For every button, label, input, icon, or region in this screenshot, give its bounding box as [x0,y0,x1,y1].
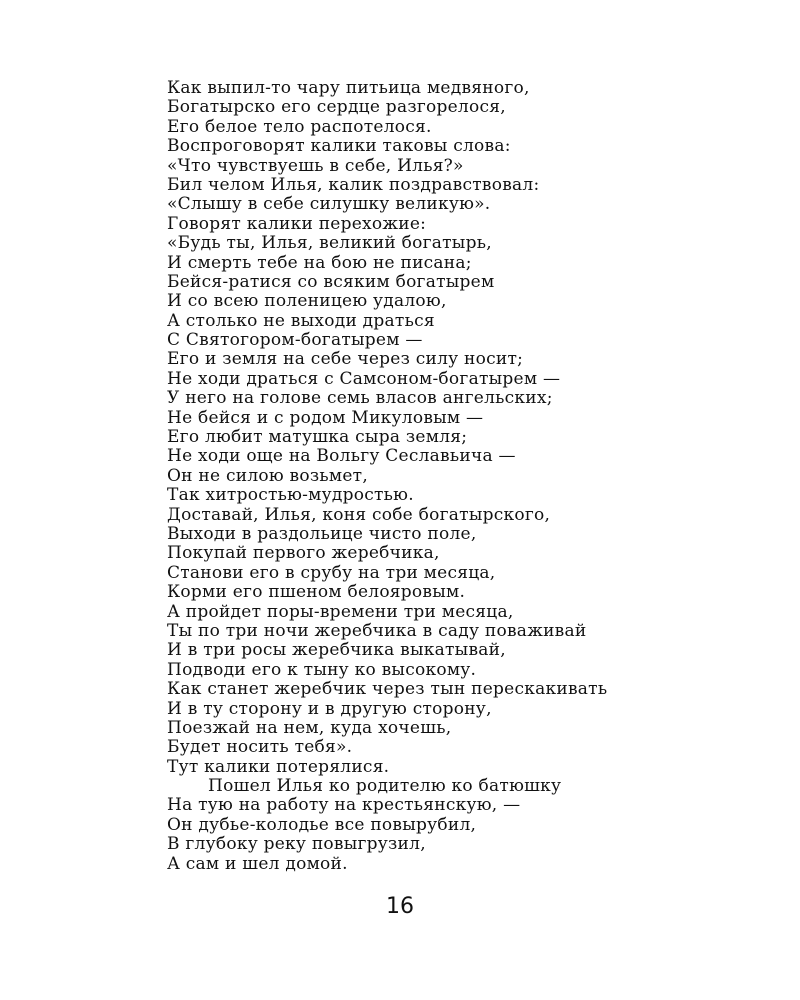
poem-line: Станови его в срубу на три месяца, [167,562,496,583]
poem-line: Тут калики потерялися. [167,756,390,777]
poem-line: Не бейся и с родом Микуловым — [167,407,484,428]
poem-line: Он не силою возьмет, [167,465,368,486]
poem-line: Воспроговорят калики таковы слова: [167,136,511,157]
poem-text [167,79,607,874]
poem-line: «Что чувствуешь в себе, Илья?» [167,155,464,176]
page-number: 16 [386,894,414,919]
poem-line: Не ходи драться с Самсоном-богатырем — [167,368,561,389]
poem-line: А столько не выходи драться [167,310,435,331]
poem-line: Говорят калики перехожие: [167,213,427,234]
poem-line: А пройдет поры-времени три месяца, [167,601,514,622]
poem-line: Его любит матушка сыра земля; [167,427,468,448]
poem-line: Покупай первого жеребчика, [167,543,440,564]
poem-line-indented: Пошел Илья ко родителю ко батюшку [208,776,562,797]
poem-line: Будет носить тебя». [167,737,353,758]
poem-line: Как станет жеребчик через тын перескакивать [167,679,608,700]
poem-line: Подводи его к тыну ко высокому. [167,659,477,680]
poem-line: И со всею поленицею удалою, [167,291,447,312]
poem-line: «Будь ты, Илья, великий богатырь, [167,233,492,254]
poem-line: Так хитростью-мудростью. [167,485,414,506]
poem-line: Корми его пшеном белояровым. [167,582,466,603]
poem-line: Бил челом Илья, калик поздравствовал: [167,174,540,195]
poem-line: И в ту сторону и в другую сторону, [167,698,492,719]
poem-line: Доставай, Илья, коня собе богатырского, [167,504,551,525]
poem-line: В глубоку реку повыгрузил, [167,834,426,855]
poem-line: Ты по три ночи жеребчика в саду поваживай [167,620,587,641]
poem-line: Не ходи още на Вольгу Сеславьича — [167,446,516,467]
poem-line: Его белое тело распотелося. [167,116,432,137]
poem-line: Как выпил-то чару питьица медвяного, [167,78,530,98]
poem-line: С Святогором-богатырем — [167,330,423,351]
poem-line: На тую на работу на крестьянскую, — [167,795,521,816]
poem-line: Его и земля на себе через силу носит; [167,349,524,370]
poem-line: Поезжай на нем, куда хочешь, [167,717,452,738]
poem-line: У него на голове семь власов ангельских; [167,388,553,409]
poem-line: Бейся-ратися со всяким богатырем [167,271,495,292]
poem-line: А сам и шел домой. [167,853,348,874]
poem-line: Выходи в раздольице чисто поле, [167,523,477,544]
poem-line: И в три росы жеребчика выкатывай, [167,640,506,661]
poem-line: Он дубье-колодье все повырубил, [167,814,477,835]
poem-line: Богатырско его сердце разгорелося, [167,97,506,118]
poem-line: «Слышу в себе силушку великую». [167,194,491,215]
poem-line: И смерть тебе на бою не писана; [167,252,472,273]
